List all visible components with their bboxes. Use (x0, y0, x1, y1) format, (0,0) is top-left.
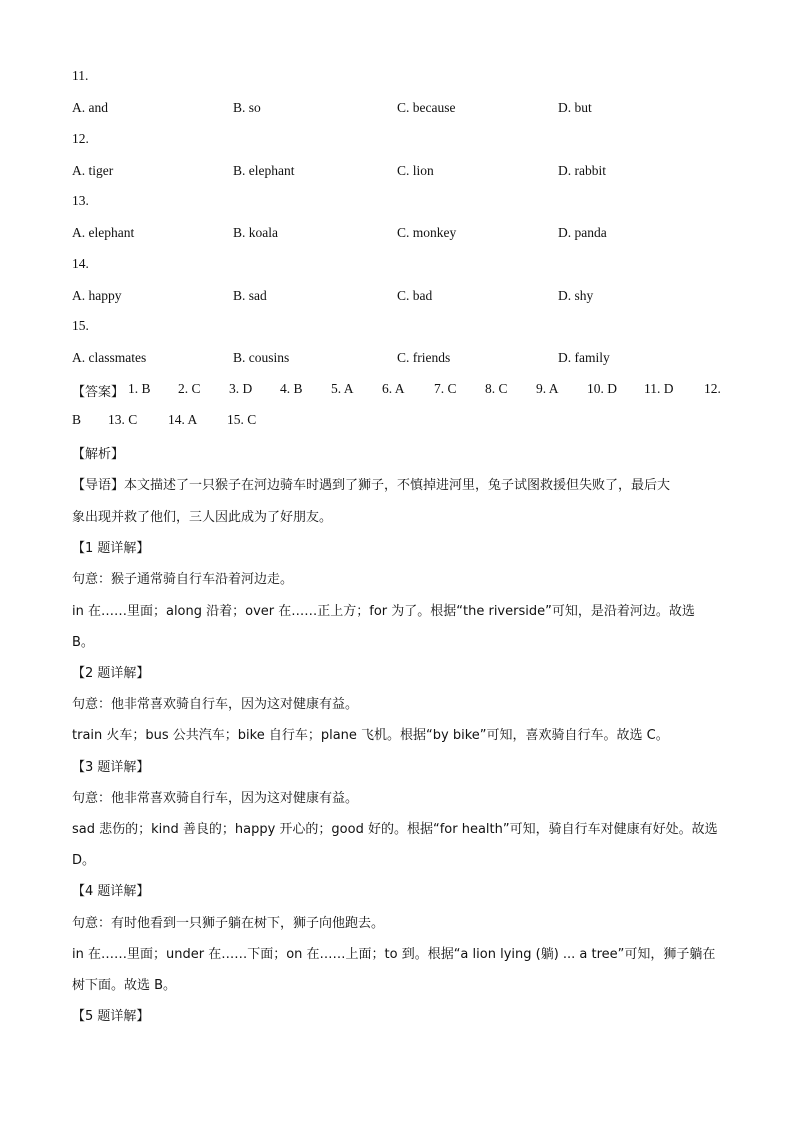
detail-title: 【2 题详解】 (72, 666, 150, 681)
answer-item: 6. A (382, 381, 405, 396)
option-b: B. so (233, 100, 261, 115)
option-c: C. monkey (397, 225, 457, 240)
detail-line: 树下面。故选 B。 (72, 978, 177, 993)
answer-item: 14. A (168, 412, 198, 427)
detail-line: 句意：他非常喜欢骑自行车，因为这对健康有益。 (72, 697, 359, 712)
answer-item: 13. C (108, 412, 138, 427)
option-row (72, 350, 722, 370)
option-d: D. shy (558, 288, 594, 303)
option-d: D. but (558, 100, 592, 115)
answer-key-line-2 (72, 412, 722, 432)
detail-title: 【4 题详解】 (72, 884, 150, 899)
question-number: 13. (72, 193, 89, 208)
answer-item: B (72, 412, 82, 427)
detail-title: 【1 题详解】 (72, 541, 150, 556)
detail-title: 【5 题详解】 (72, 1009, 150, 1024)
question-number: 11. (72, 68, 89, 83)
answer-item: 4. B (280, 381, 303, 396)
option-d: D. panda (558, 225, 607, 240)
question-number: 15. (72, 318, 89, 333)
answer-item: 8. C (485, 381, 508, 396)
answer-item: 7. C (434, 381, 457, 396)
detail-line: D。 (72, 853, 96, 868)
option-c: C. bad (397, 288, 433, 303)
detail-line: B。 (72, 635, 94, 650)
detail-line: 句意：他非常喜欢骑自行车，因为这对健康有益。 (72, 791, 359, 806)
option-c: C. lion (397, 163, 434, 178)
detail-line: 句意：猴子通常骑自行车沿着河边走。 (72, 572, 294, 587)
detail-line: train 火车；bus 公共汽车；bike 自行车；plane 飞机。根据“by bike”可知，喜欢骑自行车。故选 C。 (72, 728, 669, 743)
detail-line: sad 悲伤的；kind 善良的；happy 开心的；good 好的。根据“for health”可知，骑自行车对健康有好处。故选 (72, 822, 718, 837)
answer-item: 9. A (536, 381, 559, 396)
detail-title: 【3 题详解】 (72, 760, 150, 775)
option-a: A. and (72, 100, 108, 115)
option-d: D. rabbit (558, 163, 606, 178)
option-row (72, 288, 722, 308)
answer-label: 【答案】 (72, 385, 125, 400)
answer-item: 3. D (229, 381, 253, 396)
option-row (72, 163, 722, 183)
option-c: C. because (397, 100, 456, 115)
option-b: B. koala (233, 225, 278, 240)
detail-line: 句意：有时他看到一只狮子躺在树下，狮子向他跑去。 (72, 916, 385, 931)
intro-line: 【导语】本文描述了一只猴子在河边骑车时遇到了狮子，不慎掉进河里，兔子试图救援但失败了，最后大 (72, 478, 671, 493)
answer-item: 1. B (128, 381, 151, 396)
option-a: A. classmates (72, 350, 147, 365)
answer-item: 12. (704, 381, 721, 396)
question-number: 12. (72, 131, 89, 146)
answer-item: 15. C (227, 412, 257, 427)
answer-key-line-1 (72, 381, 722, 401)
option-a: A. tiger (72, 163, 114, 178)
option-b: B. elephant (233, 163, 295, 178)
detail-line: in 在……里面；under 在……下面；on 在……上面；to 到。根据“a lion lying (躺) ... a tree”可知，狮子躺在 (72, 947, 716, 962)
answer-item: 11. D (644, 381, 674, 396)
option-d: D. family (558, 350, 610, 365)
option-b: B. sad (233, 288, 267, 303)
option-b: B. cousins (233, 350, 290, 365)
option-a: A. happy (72, 288, 122, 303)
option-c: C. friends (397, 350, 451, 365)
question-number: 14. (72, 256, 89, 271)
intro-line: 象出现并救了他们，三人因此成为了好朋友。 (72, 510, 333, 525)
option-row (72, 225, 722, 245)
analysis-label: 【解析】 (72, 447, 125, 462)
option-a: A. elephant (72, 225, 135, 240)
answer-item: 10. D (587, 381, 617, 396)
detail-line: in 在……里面；along 沿着；over 在……正上方；for 为了。根据“the riverside”可知，是沿着河边。故选 (72, 604, 695, 619)
answer-item: 5. A (331, 381, 354, 396)
option-row (72, 100, 722, 120)
answer-item: 2. C (178, 381, 201, 396)
